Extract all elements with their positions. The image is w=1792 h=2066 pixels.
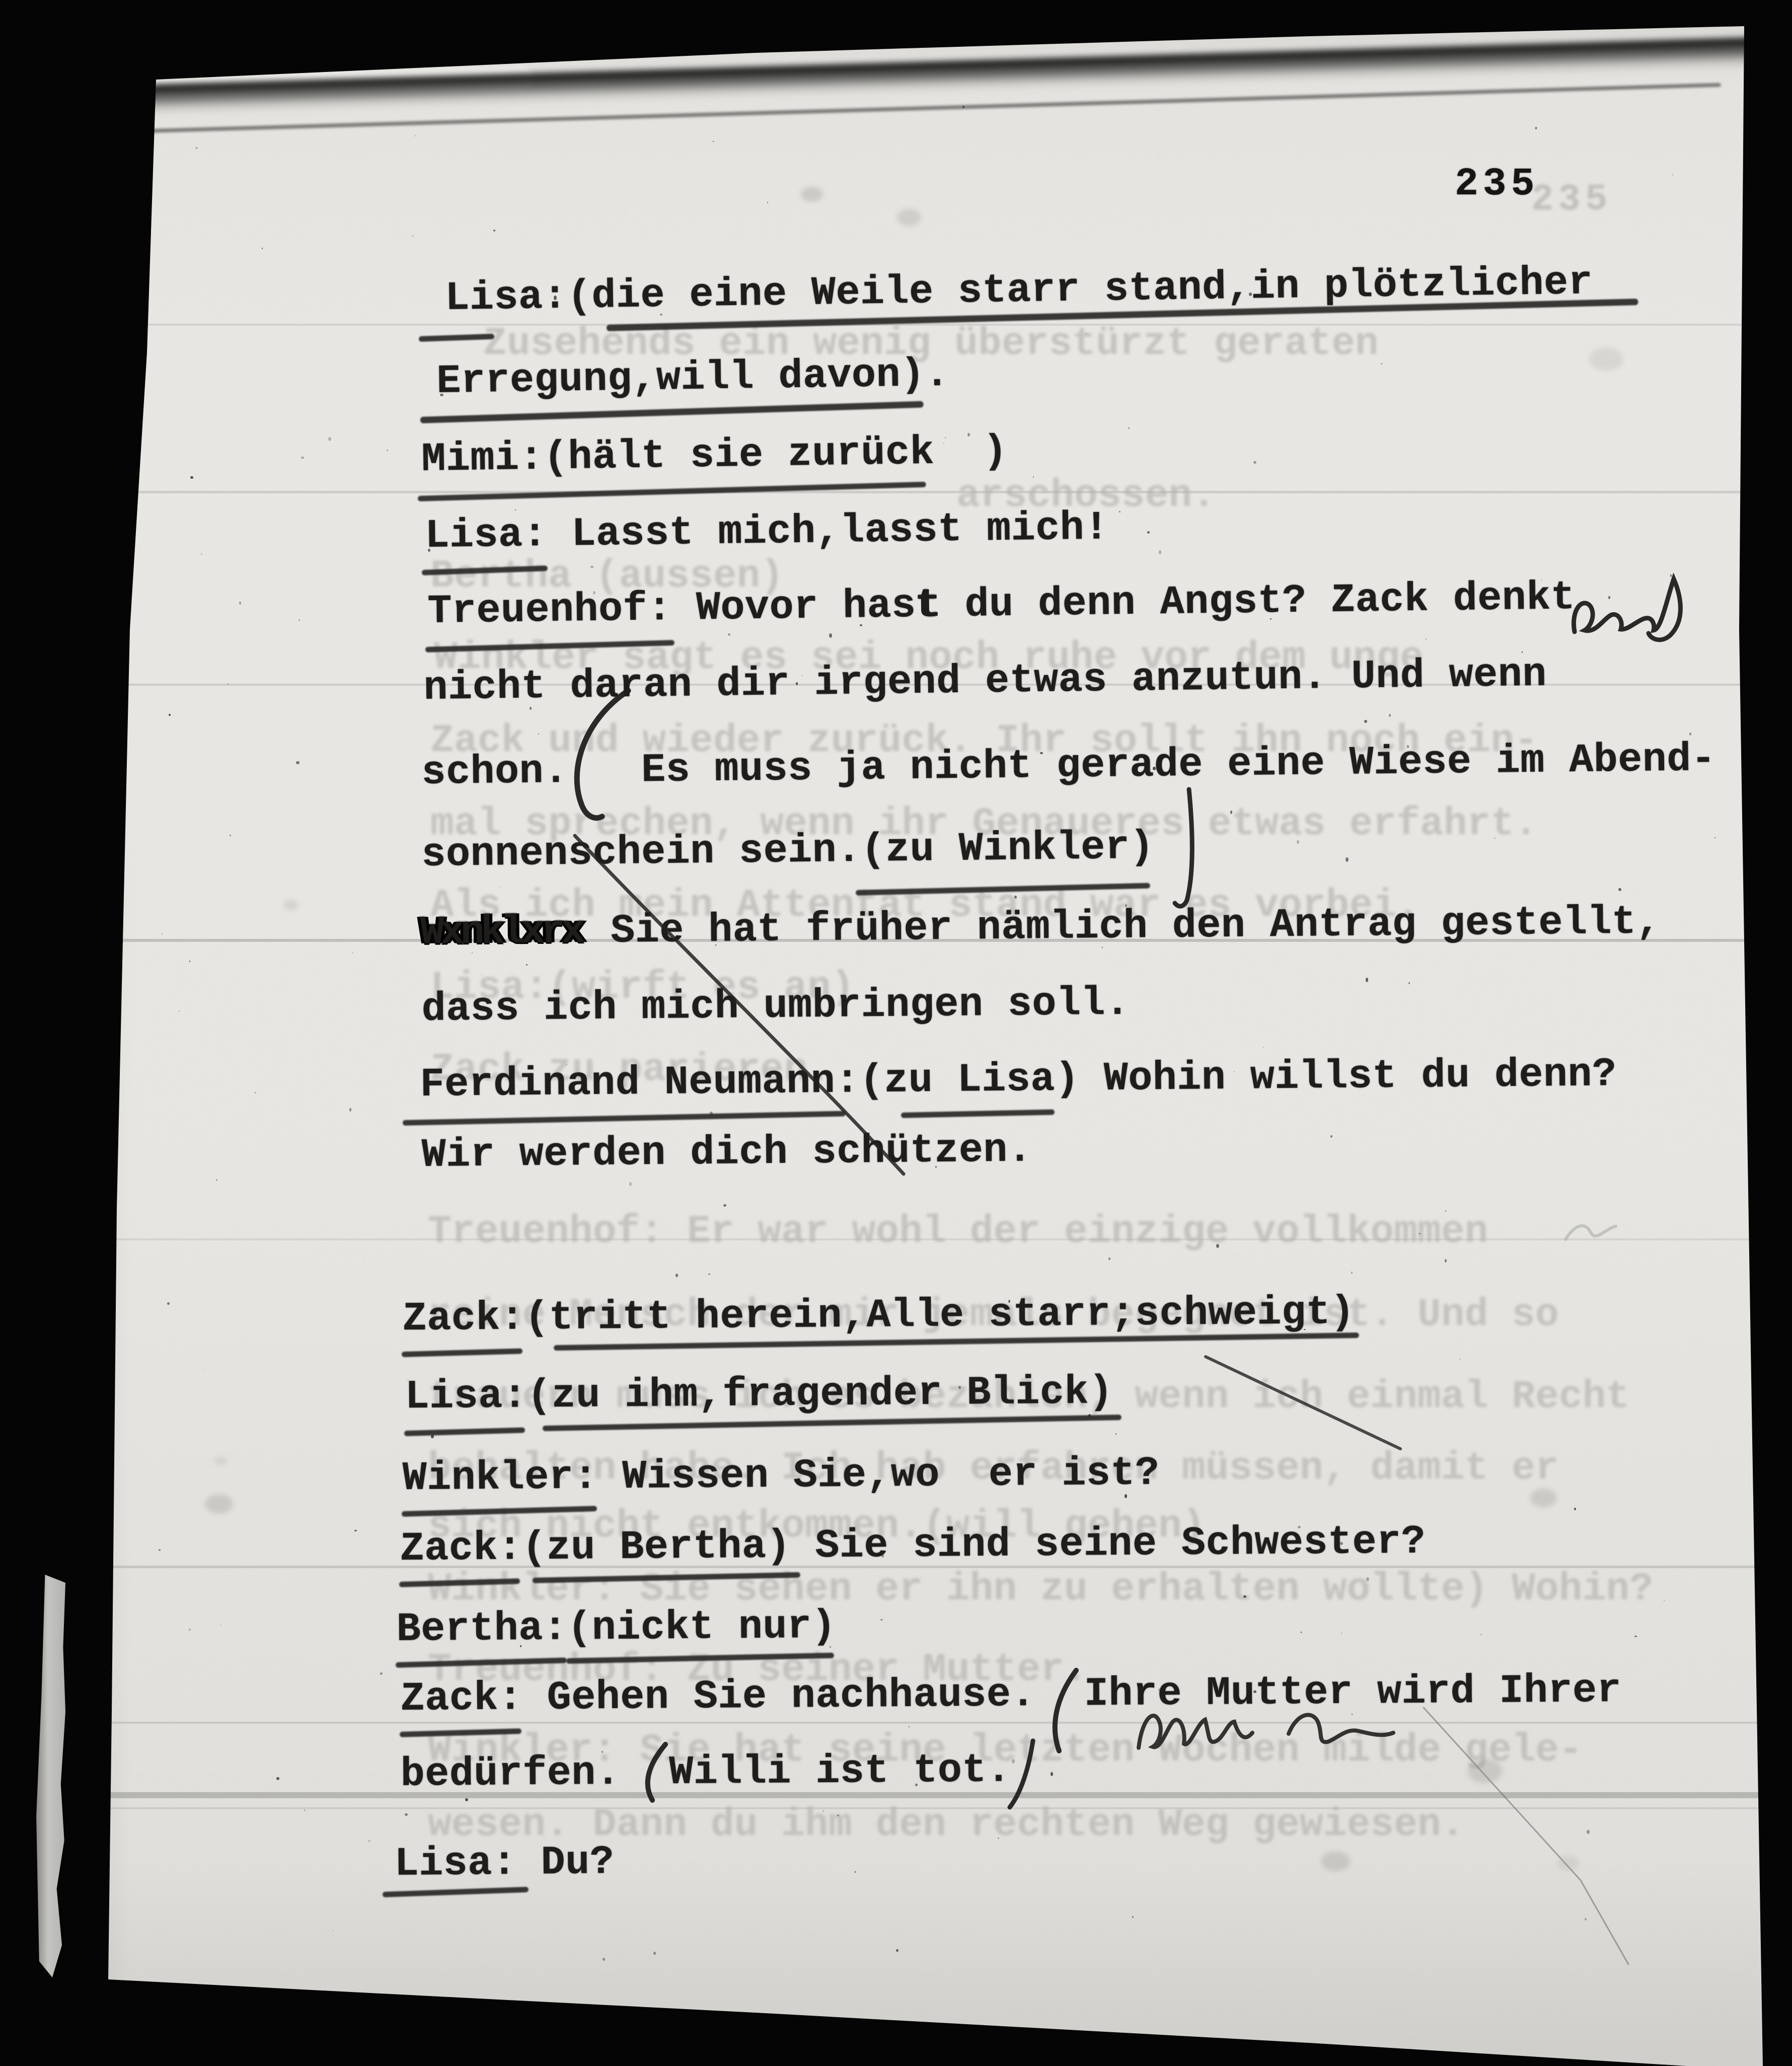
adjacent-page-edge	[36, 1575, 65, 1977]
